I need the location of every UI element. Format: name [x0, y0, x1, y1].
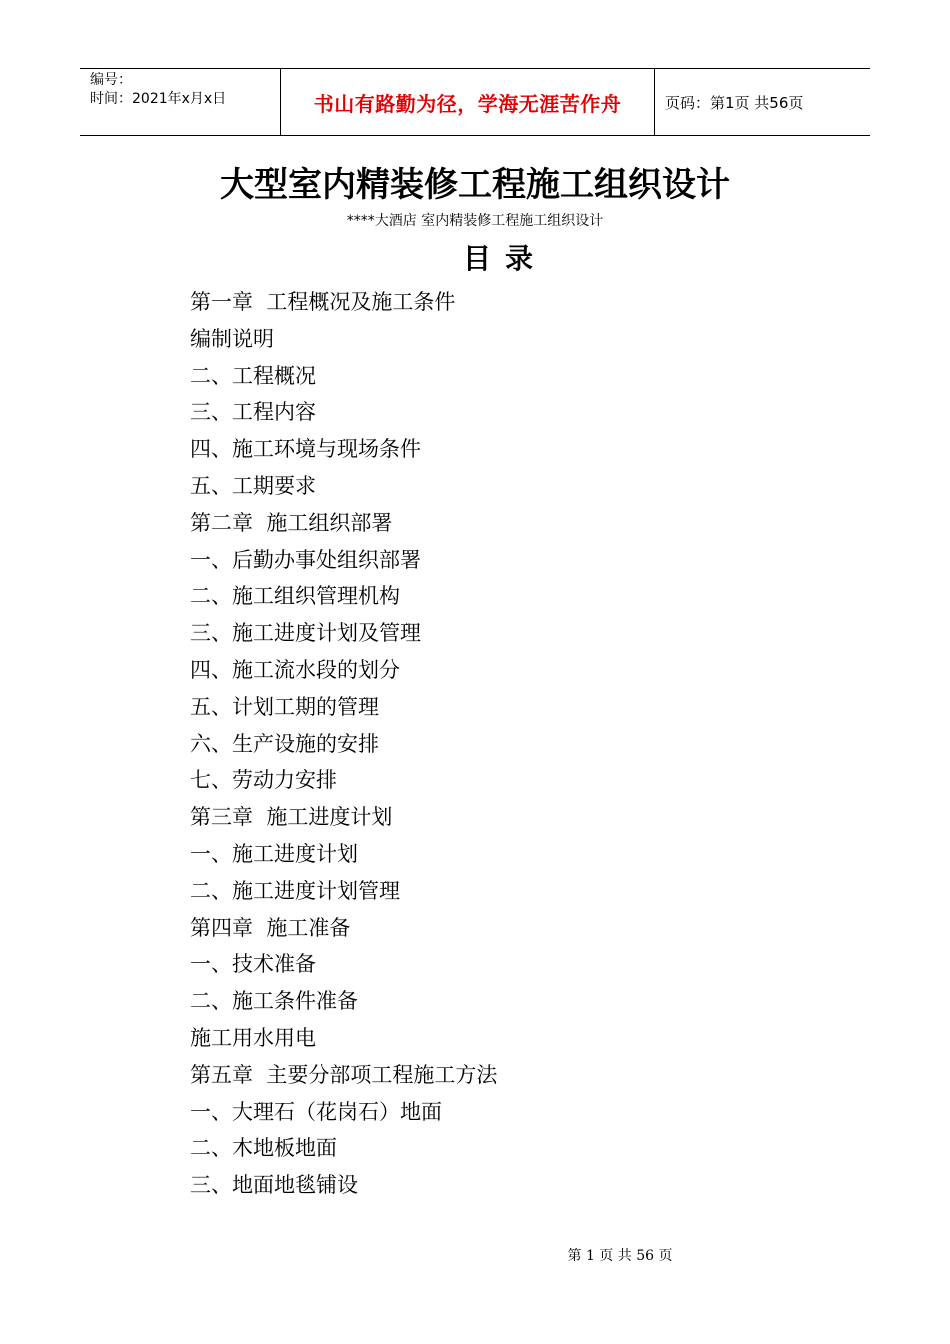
toc-item: 五、工期要求 — [190, 473, 316, 498]
toc-item: 四、施工环境与现场条件 — [190, 437, 421, 462]
number-label: 编号： — [90, 72, 132, 88]
toc-item: 六、生产设施的安排 — [190, 731, 379, 756]
motto-text: 书山有路勤为径，学海无涯苦作舟 — [313, 91, 622, 116]
toc-item: 施工用水用电 — [190, 1025, 316, 1050]
toc-item: 一、后勤办事处组织部署 — [190, 547, 421, 572]
toc-item: 第一章 工程概况及施工条件 — [190, 290, 456, 314]
toc-item: 二、施工进度计划管理 — [190, 878, 400, 903]
toc-item: 第五章 主要分部项工程施工方法 — [190, 1062, 498, 1087]
toc-item: 二、施工条件准备 — [190, 989, 358, 1014]
time-label: 时间：2021年x月x日 — [90, 91, 227, 107]
page-info: 页码：第1页 共56页 — [665, 93, 804, 112]
toc-item: 一、大理石（花岗石）地面 — [190, 1099, 442, 1124]
toc-item: 第四章 施工准备 — [190, 915, 351, 940]
toc-heading: 目录 — [462, 242, 547, 275]
page-footer: 第 1 页 共 56 页 — [567, 1248, 673, 1264]
toc-item: 三、工程内容 — [190, 400, 316, 425]
toc-item: 一、施工进度计划 — [190, 841, 358, 866]
toc-item: 三、施工进度计划及管理 — [190, 621, 421, 646]
toc-item: 四、施工流水段的划分 — [190, 657, 400, 682]
header-page-cell — [655, 69, 870, 135]
header-motto-cell — [281, 69, 655, 135]
toc-item: 二、工程概况 — [190, 363, 316, 388]
toc-item: 二、施工组织管理机构 — [190, 584, 400, 609]
header-meta — [80, 69, 281, 135]
toc-item: 编制说明 — [190, 326, 274, 351]
toc-item: 二、木地板地面 — [190, 1136, 337, 1161]
table-of-contents — [190, 284, 497, 1204]
toc-item: 三、地面地毯铺设 — [190, 1173, 358, 1198]
page-header — [80, 68, 870, 136]
toc-item: 一、技术准备 — [190, 952, 316, 977]
toc-item: 第三章 施工进度计划 — [190, 805, 393, 830]
toc-item: 七、劳动力安排 — [190, 768, 337, 793]
toc-item: 第二章 施工组织部署 — [190, 510, 393, 535]
toc-item: 五、计划工期的管理 — [190, 694, 379, 719]
document-subtitle: ****大酒店 室内精装修工程施工组织设计 — [346, 213, 604, 229]
document-title: 大型室内精装修工程施工组织设计 — [220, 165, 730, 205]
